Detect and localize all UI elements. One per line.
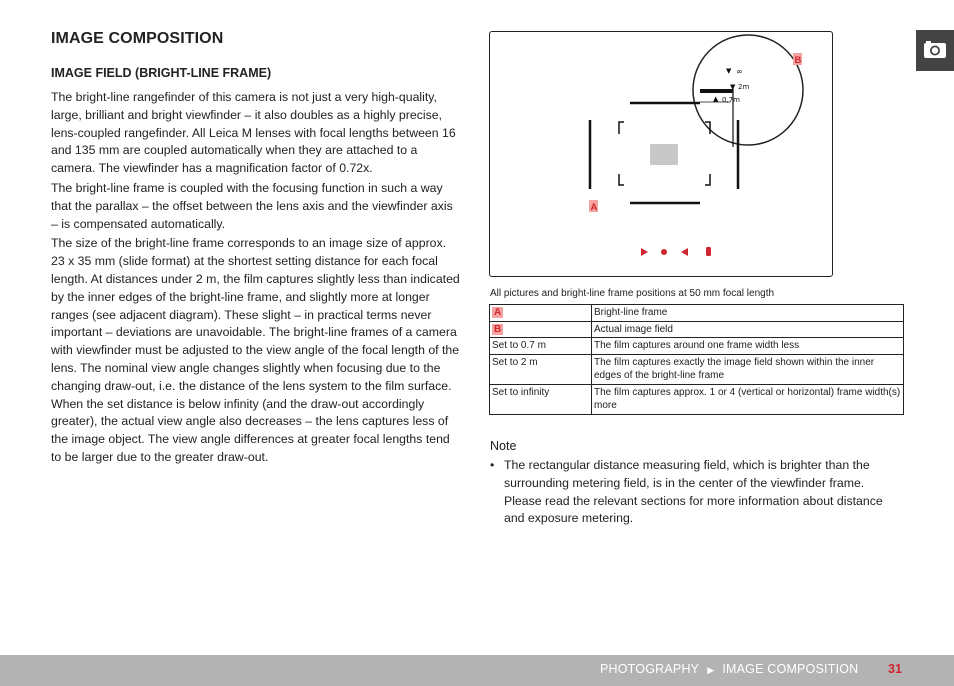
camera-icon: [916, 30, 954, 71]
table-cell: The film captures around one frame width less: [592, 338, 904, 355]
marker-a: A: [590, 202, 598, 213]
note-heading: Note: [490, 439, 517, 453]
breadcrumb-page[interactable]: IMAGE COMPOSITION: [722, 662, 859, 676]
diagram-caption: All pictures and bright-line frame positions at 50 mm focal length: [490, 288, 775, 299]
svg-text:▼: ▼: [730, 83, 736, 91]
marker-b-label: B: [494, 323, 502, 335]
table-row: [490, 305, 904, 322]
section-subtitle: IMAGE FIELD (BRIGHT-LINE FRAME): [51, 66, 272, 80]
distance-2m-label: 2m: [738, 83, 750, 91]
chevron-right-icon: ▶: [707, 665, 715, 675]
table-row: [490, 354, 904, 384]
table-cell: The film captures exactly the image field shown within the inner edges of the bright-line frame: [592, 354, 904, 384]
paragraph: The bright-line frame is coupled with the focusing function in such a way that the parallax – the offset between the lens axis and the viewfinder axis – is compensated automatically.: [51, 180, 453, 231]
page-title: IMAGE COMPOSITION: [51, 30, 224, 47]
page-number: 31: [888, 662, 902, 676]
viewfinder-illustration: [490, 32, 833, 277]
marker-a-label: A: [494, 307, 502, 318]
distance-infinity-label: ∞: [736, 67, 743, 76]
paragraph: The size of the bright-line frame corresponds to an image size of approx. 23 x 35 mm (slide format) at the shortest setting distance for each focal length. At distances under 2 m, the film captures slightly less than indicated by the inner edges of the bright-line frame, and slightly more at longer ranges (see adjacent diagram). These slight – in practical terms never important – deviations are unavoidable. The bright-line frames of a camera with viewfinder must be adjusted to the view angle of the focal length of the lens. The nominal view angle changes slightly when focusing due to the changing draw-out, i.e. the distance of the lens system to the film surface. When the set distance is below infinity (and the draw-out accordingly greater), the actual view angle also decreases – the lens captures less of the image object. The view angle differences at greater focal lengths tend to be larger due to the greater draw-out.: [51, 236, 460, 464]
body-text: [51, 89, 461, 469]
note-text: The rectangular distance measuring field, which is brighter than the surrounding metering field, is in the center of the viewfinder frame. Please read the relevant sections for more information about distance and exposure metering.: [504, 458, 883, 526]
viewfinder-diagram: [489, 31, 833, 277]
breadcrumb-section[interactable]: PHOTOGRAPHY: [600, 662, 700, 676]
table-cell: Set to infinity: [490, 384, 592, 414]
legend-table: [489, 304, 904, 415]
chapter-tab[interactable]: [916, 30, 954, 71]
table-row: [490, 338, 904, 355]
svg-text:▼: ▼: [726, 67, 732, 75]
table-cell: Bright-line frame: [592, 305, 904, 322]
marker-b: B: [794, 55, 802, 66]
breadcrumb: [600, 662, 858, 676]
distance-07m-label: 0,7m: [722, 96, 740, 104]
bullet-icon: •: [490, 458, 495, 472]
note-body: [490, 457, 890, 528]
paragraph: The bright-line rangefinder of this camera is not just a very high-quality, large, brilliant and bright viewfinder – it also doubles as a highly precise, lens-coupled rangefinder. All Leica M lenses with focal lengths between 16 and 135 mm are coupled automatically when they are attached to a camera. The viewfinder has a magnification factor of 0.72x.: [51, 90, 456, 176]
table-cell: The film captures approx. 1 or 4 (vertical or horizontal) frame width(s) more: [592, 384, 904, 414]
rangefinder-patch: [650, 144, 678, 165]
table-cell: Set to 2 m: [490, 354, 592, 384]
table-row: [490, 384, 904, 414]
table-cell: Set to 0.7 m: [490, 338, 592, 355]
table-row: [490, 321, 904, 338]
svg-text:▲: ▲: [713, 95, 719, 103]
table-cell: Actual image field: [592, 321, 904, 338]
